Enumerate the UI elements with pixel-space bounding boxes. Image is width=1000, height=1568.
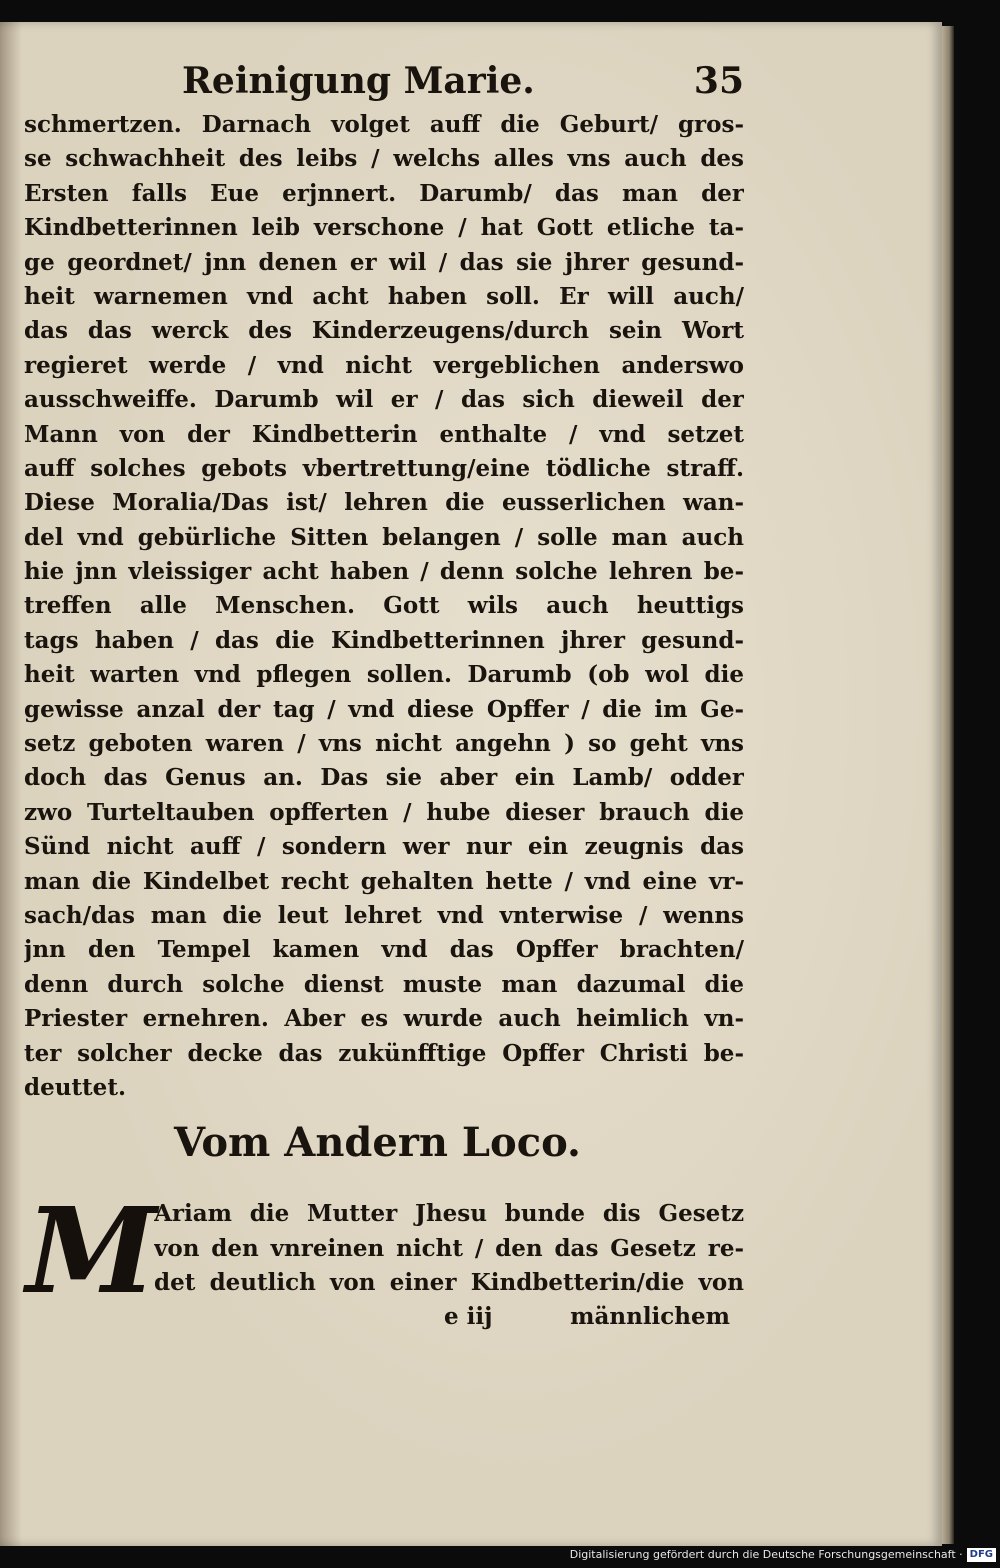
body-text: [24, 108, 744, 1105]
text-line: Sünd nicht auff / sondern wer nur ein zeugnis das: [24, 833, 744, 861]
text-line: Ariam die Mutter Jhesu bunde dis Gesetz: [154, 1200, 744, 1228]
running-title: Reinigung Marie.: [182, 60, 535, 102]
text-line: del vnd gebürliche Sitten belangen / solle man auch: [24, 523, 744, 551]
running-head: [24, 56, 744, 108]
text-line: ge geordnet/ jnn denen er wil / das sie jhrer gesund-: [24, 248, 744, 276]
text-line: denn durch solche dienst muste man dazumal die: [24, 970, 744, 998]
text-line: treffen alle Menschen. Gott wils auch heuttigs: [24, 592, 744, 620]
text-line: schmertzen. Darnach volget auff die Geburt/ gros-: [24, 111, 744, 138]
text-line: regieret werde / vnd nicht vergeblichen anderswo: [24, 351, 744, 379]
text-line: gewisse anzal der tag / vnd diese Opffer / die im Ge-: [24, 695, 744, 723]
text-line: Ersten falls Eue erjnnert. Darumb/ das man der: [24, 179, 744, 207]
credit-text: Digitalisierung gefördert durch die Deutsche Forschungsgemeinschaft ·: [569, 1548, 963, 1561]
catchword: männlichem: [570, 1303, 730, 1331]
page-edge: [942, 26, 954, 1544]
text-line: det deutlich von einer Kindbetterin/die von: [154, 1269, 744, 1297]
text-line: ausschweiffe. Darumb wil er / das sich dieweil der: [24, 386, 744, 414]
text-line: jnn den Tempel kamen vnd das Opffer brachten/: [24, 936, 744, 964]
signature-mark: e iij: [444, 1303, 493, 1331]
text-line: ter solcher decke das zukünfftige Opffer Christi be-: [24, 1039, 744, 1067]
text-line: sach/das man die leut lehret vnd vnterwise / wenns: [24, 901, 744, 929]
text-line: heit warnemen vnd acht haben soll. Er will auch/: [24, 282, 744, 310]
text-line: deuttet.: [24, 1073, 126, 1101]
text-block: [24, 56, 744, 1337]
initial-paragraph: [24, 1181, 744, 1337]
text-line: setz geboten waren / vns nicht angehn ) so geht vns: [24, 730, 744, 758]
dfg-logo: DFG: [967, 1548, 996, 1562]
text-line: se schwachheit des leibs / welchs alles vns auch des: [24, 145, 744, 173]
text-line: Kindbetterinnen leib verschone / hat Gott etliche ta-: [24, 214, 744, 242]
text-line: tags haben / das die Kindbetterinnen jhrer gesund-: [24, 626, 744, 654]
digitization-credit: [570, 1546, 996, 1564]
text-line: doch das Genus an. Das sie aber ein Lamb/ odder: [24, 764, 744, 792]
drop-initial: M: [26, 1181, 157, 1321]
text-line: Mann von der Kindbetterin enthalte / vnd setzet: [24, 420, 744, 448]
text-line: hie jnn vleissiger acht haben / denn solche lehren be-: [24, 558, 744, 586]
text-line: heit warten vnd pflegen sollen. Darumb (ob wol die: [24, 661, 744, 689]
text-line: auff solches gebots vbertrettung/eine tödliche straff.: [24, 454, 744, 482]
text-line: Priester ernehren. Aber es wurde auch heimlich vn-: [24, 1005, 744, 1033]
text-line: man die Kindelbet recht gehalten hette / vnd eine vr-: [24, 867, 744, 895]
text-line: zwo Turteltauben opfferten / hube dieser brauch die: [24, 798, 744, 826]
text-line: von den vnreinen nicht / den das Gesetz re-: [154, 1234, 744, 1262]
text-line: Diese Moralia/Das ist/ lehren die eusserlichen wan-: [24, 489, 744, 517]
text-line: das das werck des Kinderzeugens/durch sein Wort: [24, 317, 744, 345]
folio-number: 35: [693, 60, 744, 102]
catch-line: [154, 1300, 744, 1334]
initial-paragraph-lines: [154, 1197, 744, 1300]
section-heading: Vom Andern Loco.: [174, 1119, 581, 1167]
